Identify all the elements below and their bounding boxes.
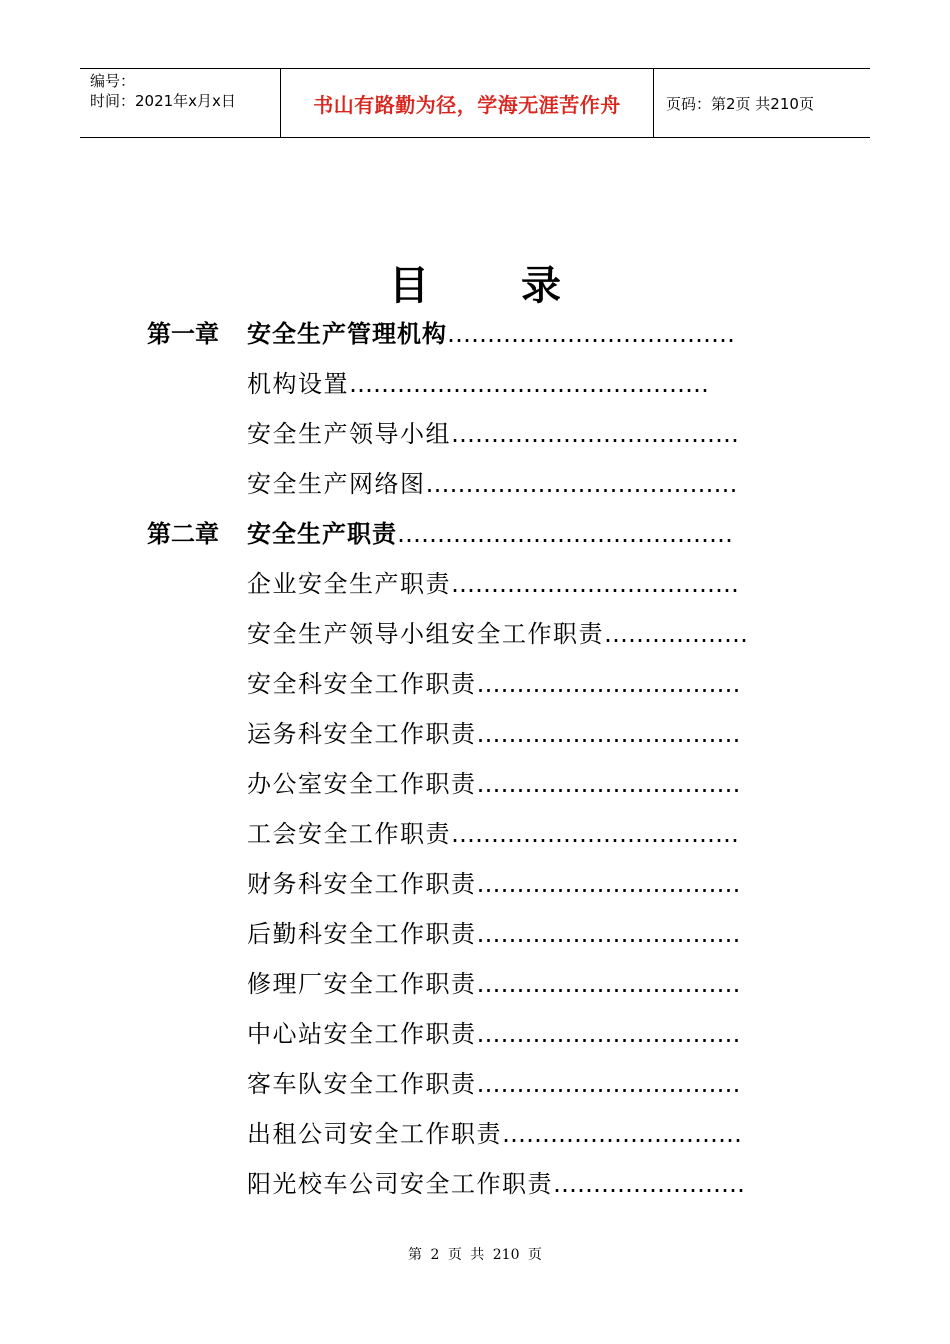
toc-entry [247,914,741,954]
toc-leader-dots: …………………………… [476,970,741,998]
toc-entry [247,1014,741,1054]
toc-leader-dots: …………………………… [476,720,741,748]
toc-entry-text: 安全生产职责 [247,519,397,548]
toc-entry-text: 中心站安全工作职责 [247,1020,477,1048]
toc-leader-dots: ………………………… [502,1120,742,1148]
toc-leader-dots: ……………………………… [451,570,739,598]
toc-entry-text: 机构设置 [247,370,349,398]
header-motto-cell [281,69,654,137]
toc-entry-text: 安全生产领导小组 [247,420,451,448]
toc-leader-dots: …………………………… [476,1020,741,1048]
toc-leader-dots: ……………… [604,620,748,648]
toc-entry [247,714,741,754]
toc-entry-text: 财务科安全工作职责 [247,870,477,898]
toc-entry [247,864,741,904]
toc-entry [247,964,741,1004]
toc-entry [247,364,709,404]
toc-chapter-number: 第二章 [147,519,219,548]
toc-entry [247,664,741,704]
motto-text: 书山有路勤为径，学海无涯苦作舟 [313,92,621,117]
page-info-text: 页码：第2页 共210页 [666,94,814,113]
toc-entry [247,564,739,604]
toc-entry-text: 阳光校车公司安全工作职责 [247,1170,553,1198]
toc-leader-dots: ……………………………… [451,820,739,848]
toc-entry-text: 安全科安全工作职责 [247,670,477,698]
toc-entry-text: 安全生产网络图 [247,470,426,498]
toc-entry [247,1064,741,1104]
header-page-cell [654,69,870,137]
toc-chapter-number: 第一章 [147,319,219,348]
toc-leader-dots: …………………………………… [397,520,733,548]
page-footer: 第 2 页 共 210 页 [408,1247,542,1263]
header-meta-cell [80,69,281,137]
toc-entry-text: 出租公司安全工作职责 [247,1120,502,1148]
toc-entry [247,764,741,804]
toc-title: 目录 [389,263,653,309]
toc-entry-text: 运务科安全工作职责 [247,720,477,748]
toc-entry [247,414,739,454]
header-table [80,68,870,138]
toc-entry-text: 安全生产管理机构 [247,319,447,348]
toc-leader-dots: …………………………… [476,770,741,798]
toc-entry [247,1164,745,1204]
toc-leader-dots: ……………………………… [451,420,739,448]
toc-leader-dots: …………………………… [476,870,741,898]
toc-leader-dots: …………………………… [476,920,741,948]
toc-leader-dots: ………………………………… [425,470,738,498]
toc-entry-text: 修理厂安全工作职责 [247,970,477,998]
toc-entry [247,814,739,854]
toc-entry-text: 企业安全生产职责 [247,570,451,598]
toc-entry [247,314,735,354]
number-label: 编号： [90,72,136,90]
toc-entry-text: 工会安全工作职责 [247,820,451,848]
time-label: 时间：2021年x月x日 [90,92,236,110]
toc-entry [247,514,733,554]
toc-leader-dots: …………………………… [476,670,741,698]
toc-entry-text: 客车队安全工作职责 [247,1070,477,1098]
toc-leader-dots: …………………… [553,1170,745,1198]
toc-entry-text: 安全生产领导小组安全工作职责 [247,620,604,648]
toc-leader-dots: ……………………………………… [349,370,709,398]
toc-leader-dots: ……………………………… [447,320,735,348]
toc-entry [247,464,738,504]
toc-entry [247,1114,742,1154]
toc-entry-text: 后勤科安全工作职责 [247,920,477,948]
toc-entry-text: 办公室安全工作职责 [247,770,477,798]
toc-entry [247,614,748,654]
toc-leader-dots: …………………………… [476,1070,741,1098]
